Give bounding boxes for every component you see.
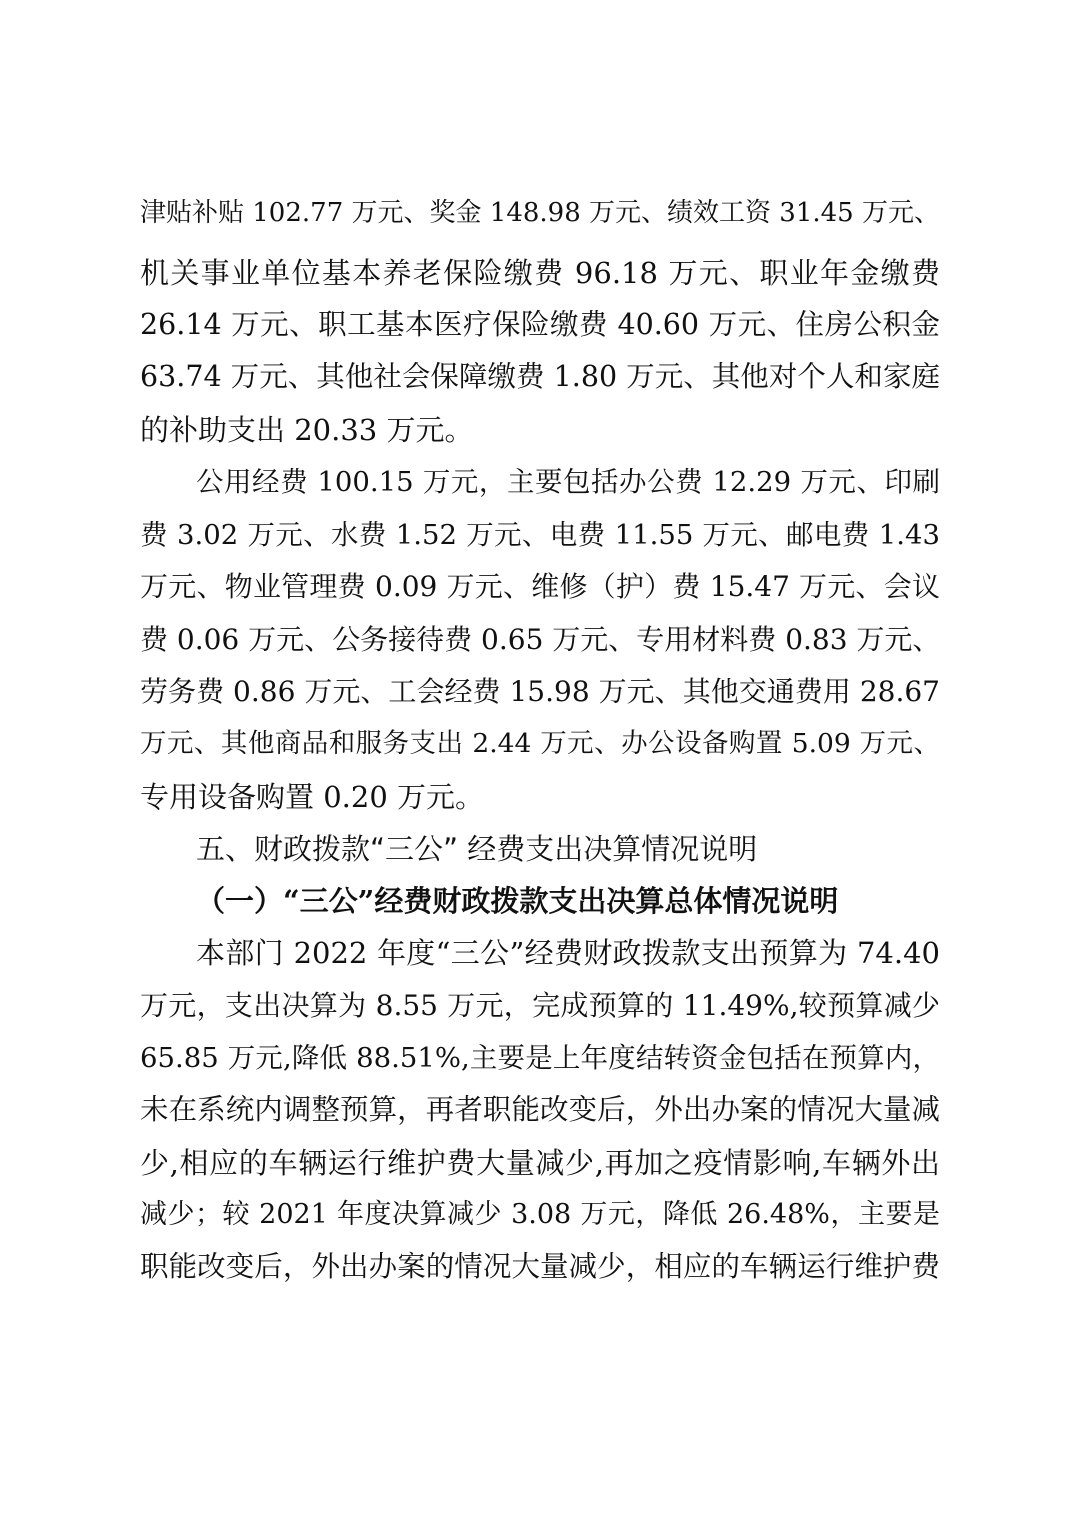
paragraph3-line-2: 万元，支出决算为 8.55 万元，完成预算的 11.49%,较预算减少: [140, 989, 940, 1022]
paragraph1-line-5: 的补助支出 20.33 万元。: [140, 413, 474, 447]
subsection-heading: （一）“三公”经费财政拨款支出决算总体情况说明: [196, 884, 839, 918]
paragraph3-line-1: 本部门 2022 年度“三公”经费财政拨款支出预算为 74.40: [196, 936, 940, 970]
paragraph3-line-4: 未在系统内调整预算，再者职能改变后，外出办案的情况大量减: [140, 1093, 940, 1126]
paragraph1-line-3: 26.14 万元、职工基本医疗保险缴费 40.60 万元、住房公积金: [140, 308, 940, 341]
paragraph2-line-7: 专用设备购置 0.20 万元。: [140, 780, 485, 814]
paragraph2-line-4: 费 0.06 万元、公务接待费 0.65 万元、专用材料费 0.83 万元、: [140, 623, 941, 656]
paragraph2-line-1: 公用经费 100.15 万元，主要包括办公费 12.29 万元、印刷: [196, 466, 940, 498]
paragraph1-line-2: 机关事业单位基本养老保险缴费 96.18 万元、职业年金缴费: [140, 256, 940, 290]
paragraph2-line-5: 劳务费 0.86 万元、工会经费 15.98 万元、其他交通费用 28.67: [140, 675, 940, 708]
paragraph1-line-1: 津贴补贴 102.77 万元、奖金 148.98 万元、绩效工资 31.45 万元、: [140, 198, 940, 228]
paragraph3-line-5: 少,相应的车辆运行维护费大量减少,再加之疫情影响,车辆外出: [140, 1146, 940, 1180]
paragraph2-line-6: 万元、其他商品和服务支出 2.44 万元、办公设备购置 5.09 万元、: [140, 728, 940, 759]
paragraph3-line-7: 职能改变后，外出办案的情况大量减少，相应的车辆运行维护费: [140, 1250, 940, 1283]
paragraph2-line-2: 费 3.02 万元、水费 1.52 万元、电费 11.55 万元、邮电费 1.43: [140, 519, 940, 551]
paragraph3-line-6: 减少；较 2021 年度决算减少 3.08 万元，降低 26.48%，主要是: [140, 1199, 940, 1230]
paragraph3-line-3: 65.85 万元,降低 88.51%,主要是上年度结转资金包括在预算内，: [140, 1042, 940, 1074]
paragraph1-line-4: 63.74 万元、其他社会保障缴费 1.80 万元、其他对个人和家庭: [140, 360, 940, 393]
section-heading: 五、财政拨款“三公” 经费支出决算情况说明: [196, 832, 758, 866]
paragraph2-line-3: 万元、物业管理费 0.09 万元、维修（护）费 15.47 万元、会议: [140, 570, 940, 603]
